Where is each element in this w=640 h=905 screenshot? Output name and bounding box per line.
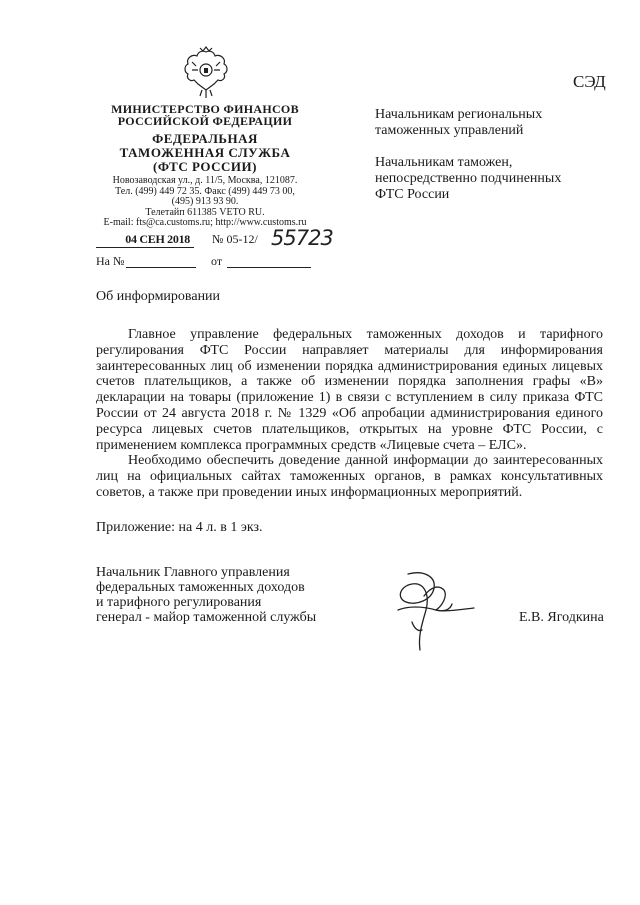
addressee-line: ФТС России bbox=[375, 187, 450, 202]
registration-date: 04 СЕН 2018 bbox=[96, 232, 194, 248]
addressee-line: непосредственно подчиненных bbox=[375, 171, 562, 186]
phone-line: (495) 913 93 90. bbox=[171, 196, 239, 207]
addressee-line: Начальникам региональных bbox=[375, 107, 543, 122]
position-line: федеральных таможенных доходов bbox=[96, 580, 305, 595]
addressee-line: таможенных управлений bbox=[375, 123, 524, 138]
body-paragraph: Необходимо обеспечить доведение данной информации до заинтересованных лиц на официальных сайтах таможенных органов, в рамках консультативных советов, а также при проведении иных информационных мероприятий. bbox=[96, 453, 603, 500]
teletype-line: Телетайп 611385 VETO RU. bbox=[145, 206, 265, 218]
registration-number: 55723 bbox=[271, 226, 333, 250]
body-paragraph: Главное управление федеральных таможенных доходов и тарифного регулирования ФТС России направляет материалы для информирования заинтересованных лиц об изменении порядка администрирования единых лицевых счетов плательщиков, а также об изменении порядка заполнения графы «В» декларации на товары (приложение 1) в связи с вступлением в силу приказа ФТС России от 24 августа 2018 г. № 1329 «Об апробации администрирования единого ресурса лицевых счетов плательщиков, открытых на уровне ФТС России, с применением комплекса программных средств «Лицевые счета – ЕЛС». bbox=[96, 327, 603, 453]
ministry-line: РОССИЙСКОЙ ФЕДЕРАЦИИ bbox=[117, 114, 293, 128]
appendix-note: Приложение: на 4 л. в 1 экз. bbox=[96, 520, 263, 535]
coat-of-arms-icon bbox=[180, 44, 232, 100]
addressees bbox=[375, 107, 561, 219]
letter-subject: Об информировании bbox=[96, 289, 221, 304]
addressee-group bbox=[375, 107, 561, 139]
service-name bbox=[95, 132, 315, 174]
service-line: ФЕДЕРАЛЬНАЯ bbox=[152, 131, 258, 146]
email-line: E-mail: fts@ca.customs.ru; http://www.customs.ru bbox=[103, 217, 307, 228]
reply-to-label: На № bbox=[96, 254, 125, 268]
handwritten-signature-icon bbox=[378, 566, 478, 656]
reply-number-blank bbox=[126, 267, 196, 268]
signer-name: Е.В. Ягодкина bbox=[519, 610, 604, 625]
phone-line: Тел. (499) 449 72 35. Факс (499) 449 73 00, bbox=[115, 185, 295, 197]
position-line: и тарифного регулирования bbox=[96, 595, 262, 610]
addressee-line: Начальникам таможен, bbox=[375, 155, 513, 170]
registration-number-label: № 05-12/ bbox=[212, 232, 258, 246]
from-date-blank bbox=[227, 267, 311, 268]
address-line: Новозаводская ул., д. 11/5, Москва, 121087. bbox=[112, 175, 298, 186]
position-line: генерал - майор таможенной службы bbox=[96, 610, 317, 625]
signer-position bbox=[96, 565, 316, 625]
position-line: Начальник Главного управления bbox=[96, 565, 290, 580]
from-label: от bbox=[211, 254, 223, 268]
ministry-line: МИНИСТЕРСТВО ФИНАНСОВ bbox=[111, 102, 299, 116]
sed-mark: СЭД bbox=[573, 72, 606, 91]
service-line: (ФТС РОССИИ) bbox=[153, 159, 257, 174]
service-line: ТАМОЖЕННАЯ СЛУЖБА bbox=[119, 145, 291, 160]
addressee-group bbox=[375, 155, 561, 203]
letter-body bbox=[96, 327, 603, 501]
contact-details bbox=[95, 176, 315, 229]
ministry-name bbox=[95, 103, 315, 127]
